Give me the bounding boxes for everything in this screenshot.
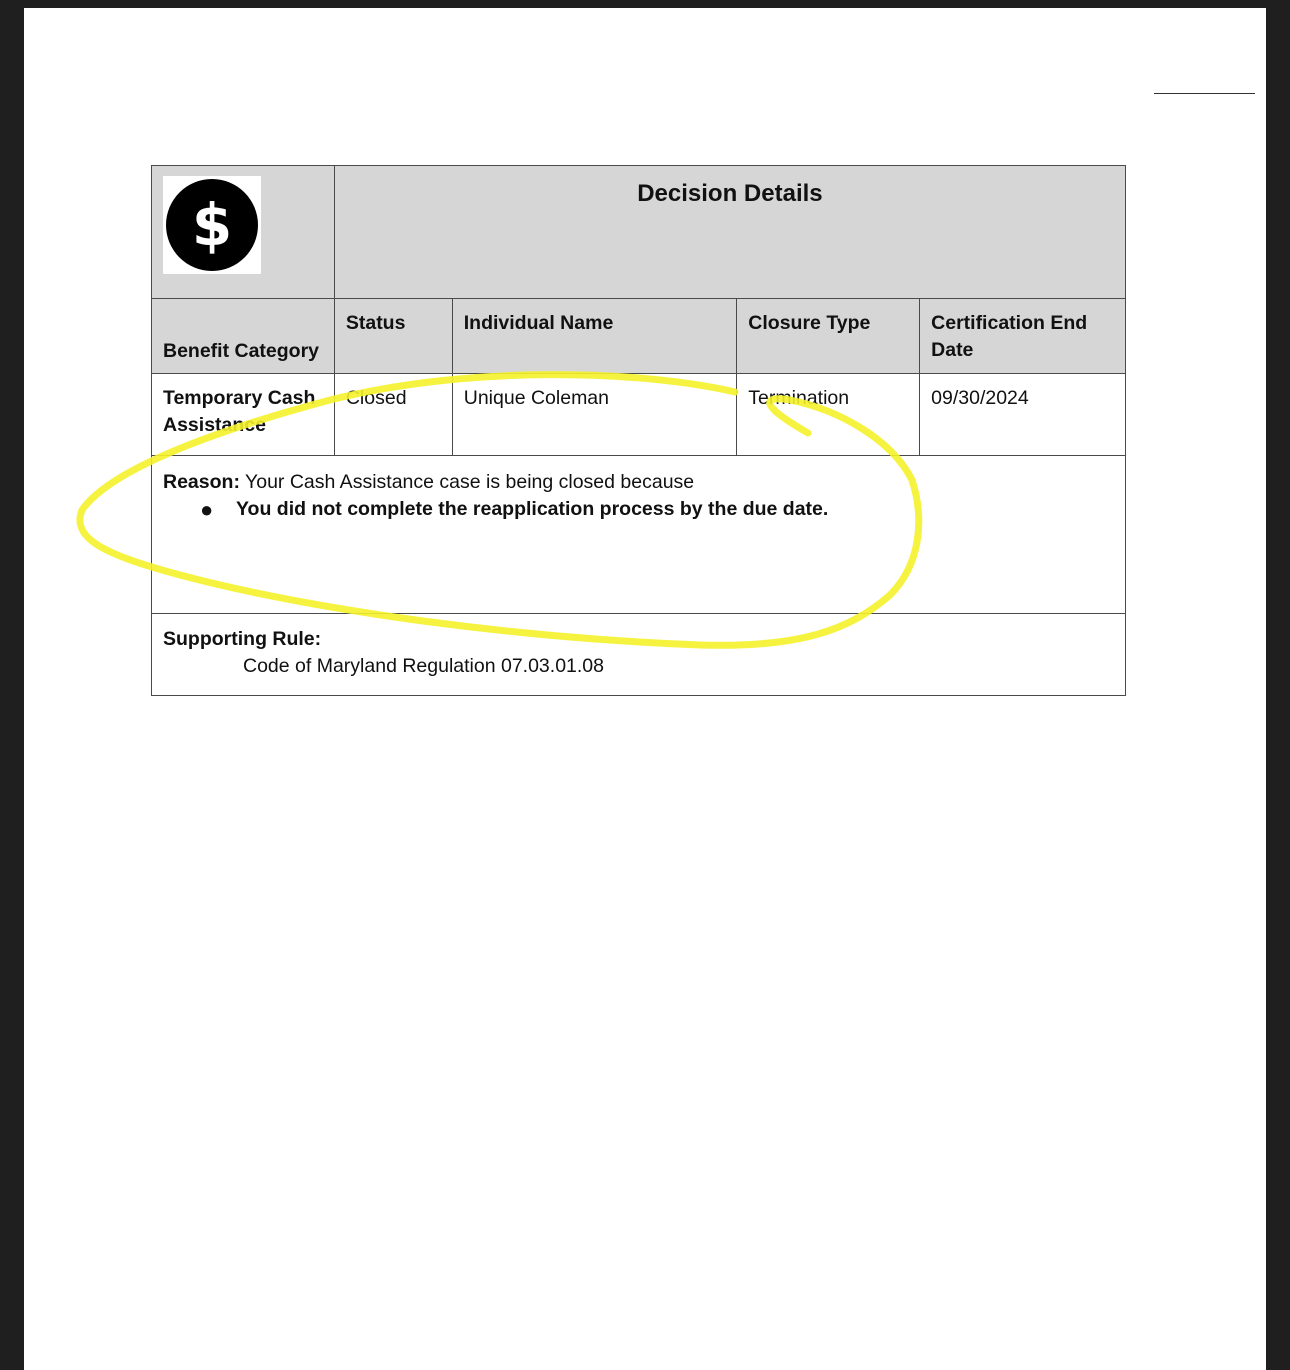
list-item	[200, 496, 1114, 523]
table-title: Decision Details	[334, 166, 1125, 299]
table-row	[152, 374, 1126, 456]
header-certification-end-date: Certification End Date	[920, 299, 1126, 374]
reason-row	[152, 456, 1126, 614]
bullet-icon: ●	[200, 497, 214, 522]
header-benefit-category: Benefit Category	[152, 299, 335, 374]
reason-line	[163, 469, 1114, 496]
supporting-rule-text: Code of Maryland Regulation 07.03.01.08	[243, 655, 604, 677]
cell-individual-name: Unique Coleman	[452, 374, 737, 456]
reason-cell	[152, 456, 1126, 614]
header-individual-name: Individual Name	[452, 299, 737, 374]
supporting-rule-cell	[152, 614, 1126, 696]
dollar-sign-icon: $	[166, 179, 258, 271]
logo-box	[163, 176, 261, 274]
decision-details-table	[151, 165, 1126, 696]
header-rule-line	[1154, 93, 1255, 94]
cell-benefit-category: Temporary Cash Assistance	[152, 374, 335, 456]
reason-list	[163, 496, 1114, 523]
header-status: Status	[334, 299, 452, 374]
supporting-rule-row	[152, 614, 1126, 696]
reason-bullet-text: You did not complete the reapplication process by the due date.	[236, 498, 829, 520]
cell-closure-type: Termination	[737, 374, 920, 456]
logo-cell	[152, 166, 335, 299]
title-row	[152, 166, 1126, 299]
header-closure-type: Closure Type	[737, 299, 920, 374]
supporting-rule-label: Supporting Rule:	[163, 628, 322, 650]
header-row	[152, 299, 1126, 374]
cell-certification-end-date: 09/30/2024	[920, 374, 1126, 456]
reason-text: Your Cash Assistance case is being closed because	[239, 471, 695, 493]
cell-status: Closed	[334, 374, 452, 456]
reason-label: Reason:	[163, 471, 240, 493]
